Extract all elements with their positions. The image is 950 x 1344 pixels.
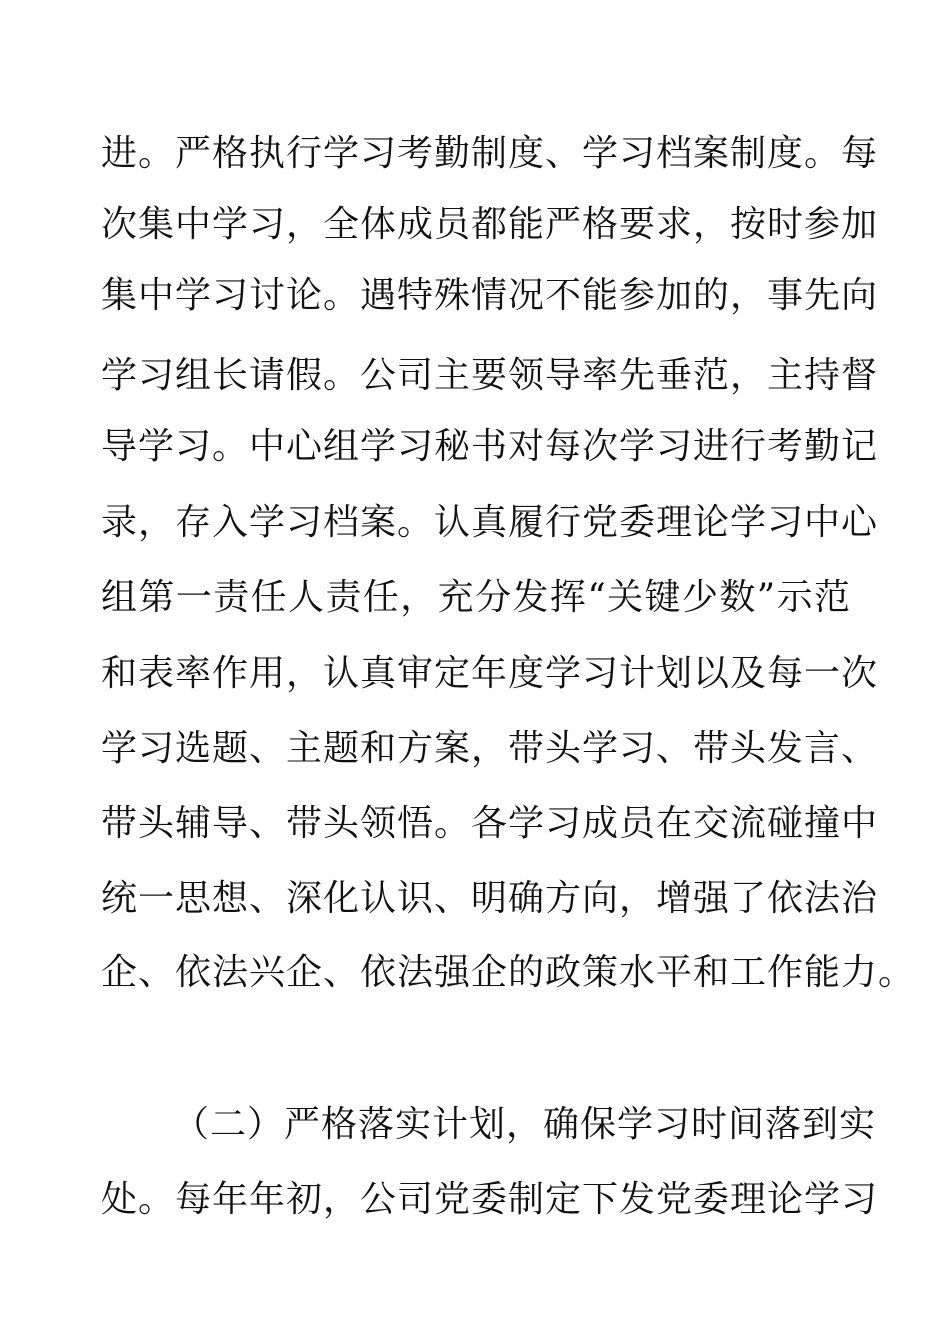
section-heading-line: （二）严格落实计划，确保学习时间落到实 [173,1104,877,1145]
text-line: 录，存入学习档案。认真履行党委理论学习中心 [101,502,879,543]
text-line: 学习选题、主题和方案，带头学习、带头发言、 [101,728,879,769]
text-line: 带头辅导、带头领悟。各学习成员在交流碰撞中 [101,803,879,844]
text-line: 统一思想、深化认识、明确方向，增强了依法治 [101,878,879,919]
text-line: 进。严格执行学习考勤制度、学习档案制度。每 [101,133,879,174]
text-line: 企、依法兴企、依法强企的政策水平和工作能力。 [101,952,916,993]
text-line: 导学习。中心组学习秘书对每次学习进行考勤记 [101,426,879,467]
text-line: 学习组长请假。公司主要领导率先垂范，主持督 [101,355,879,396]
text-line: 组第一责任人责任，充分发挥“关键少数”示范 [101,577,851,618]
text-line: 集中学习讨论。遇特殊情况不能参加的，事先向 [101,275,879,316]
text-line: 处。每年年初，公司党委制定下发党委理论学习 [101,1179,879,1220]
text-line: 和表率作用，认真审定年度学习计划以及每一次 [101,653,879,694]
text-line: 次集中学习，全体成员都能严格要求，按时参加 [101,204,879,245]
